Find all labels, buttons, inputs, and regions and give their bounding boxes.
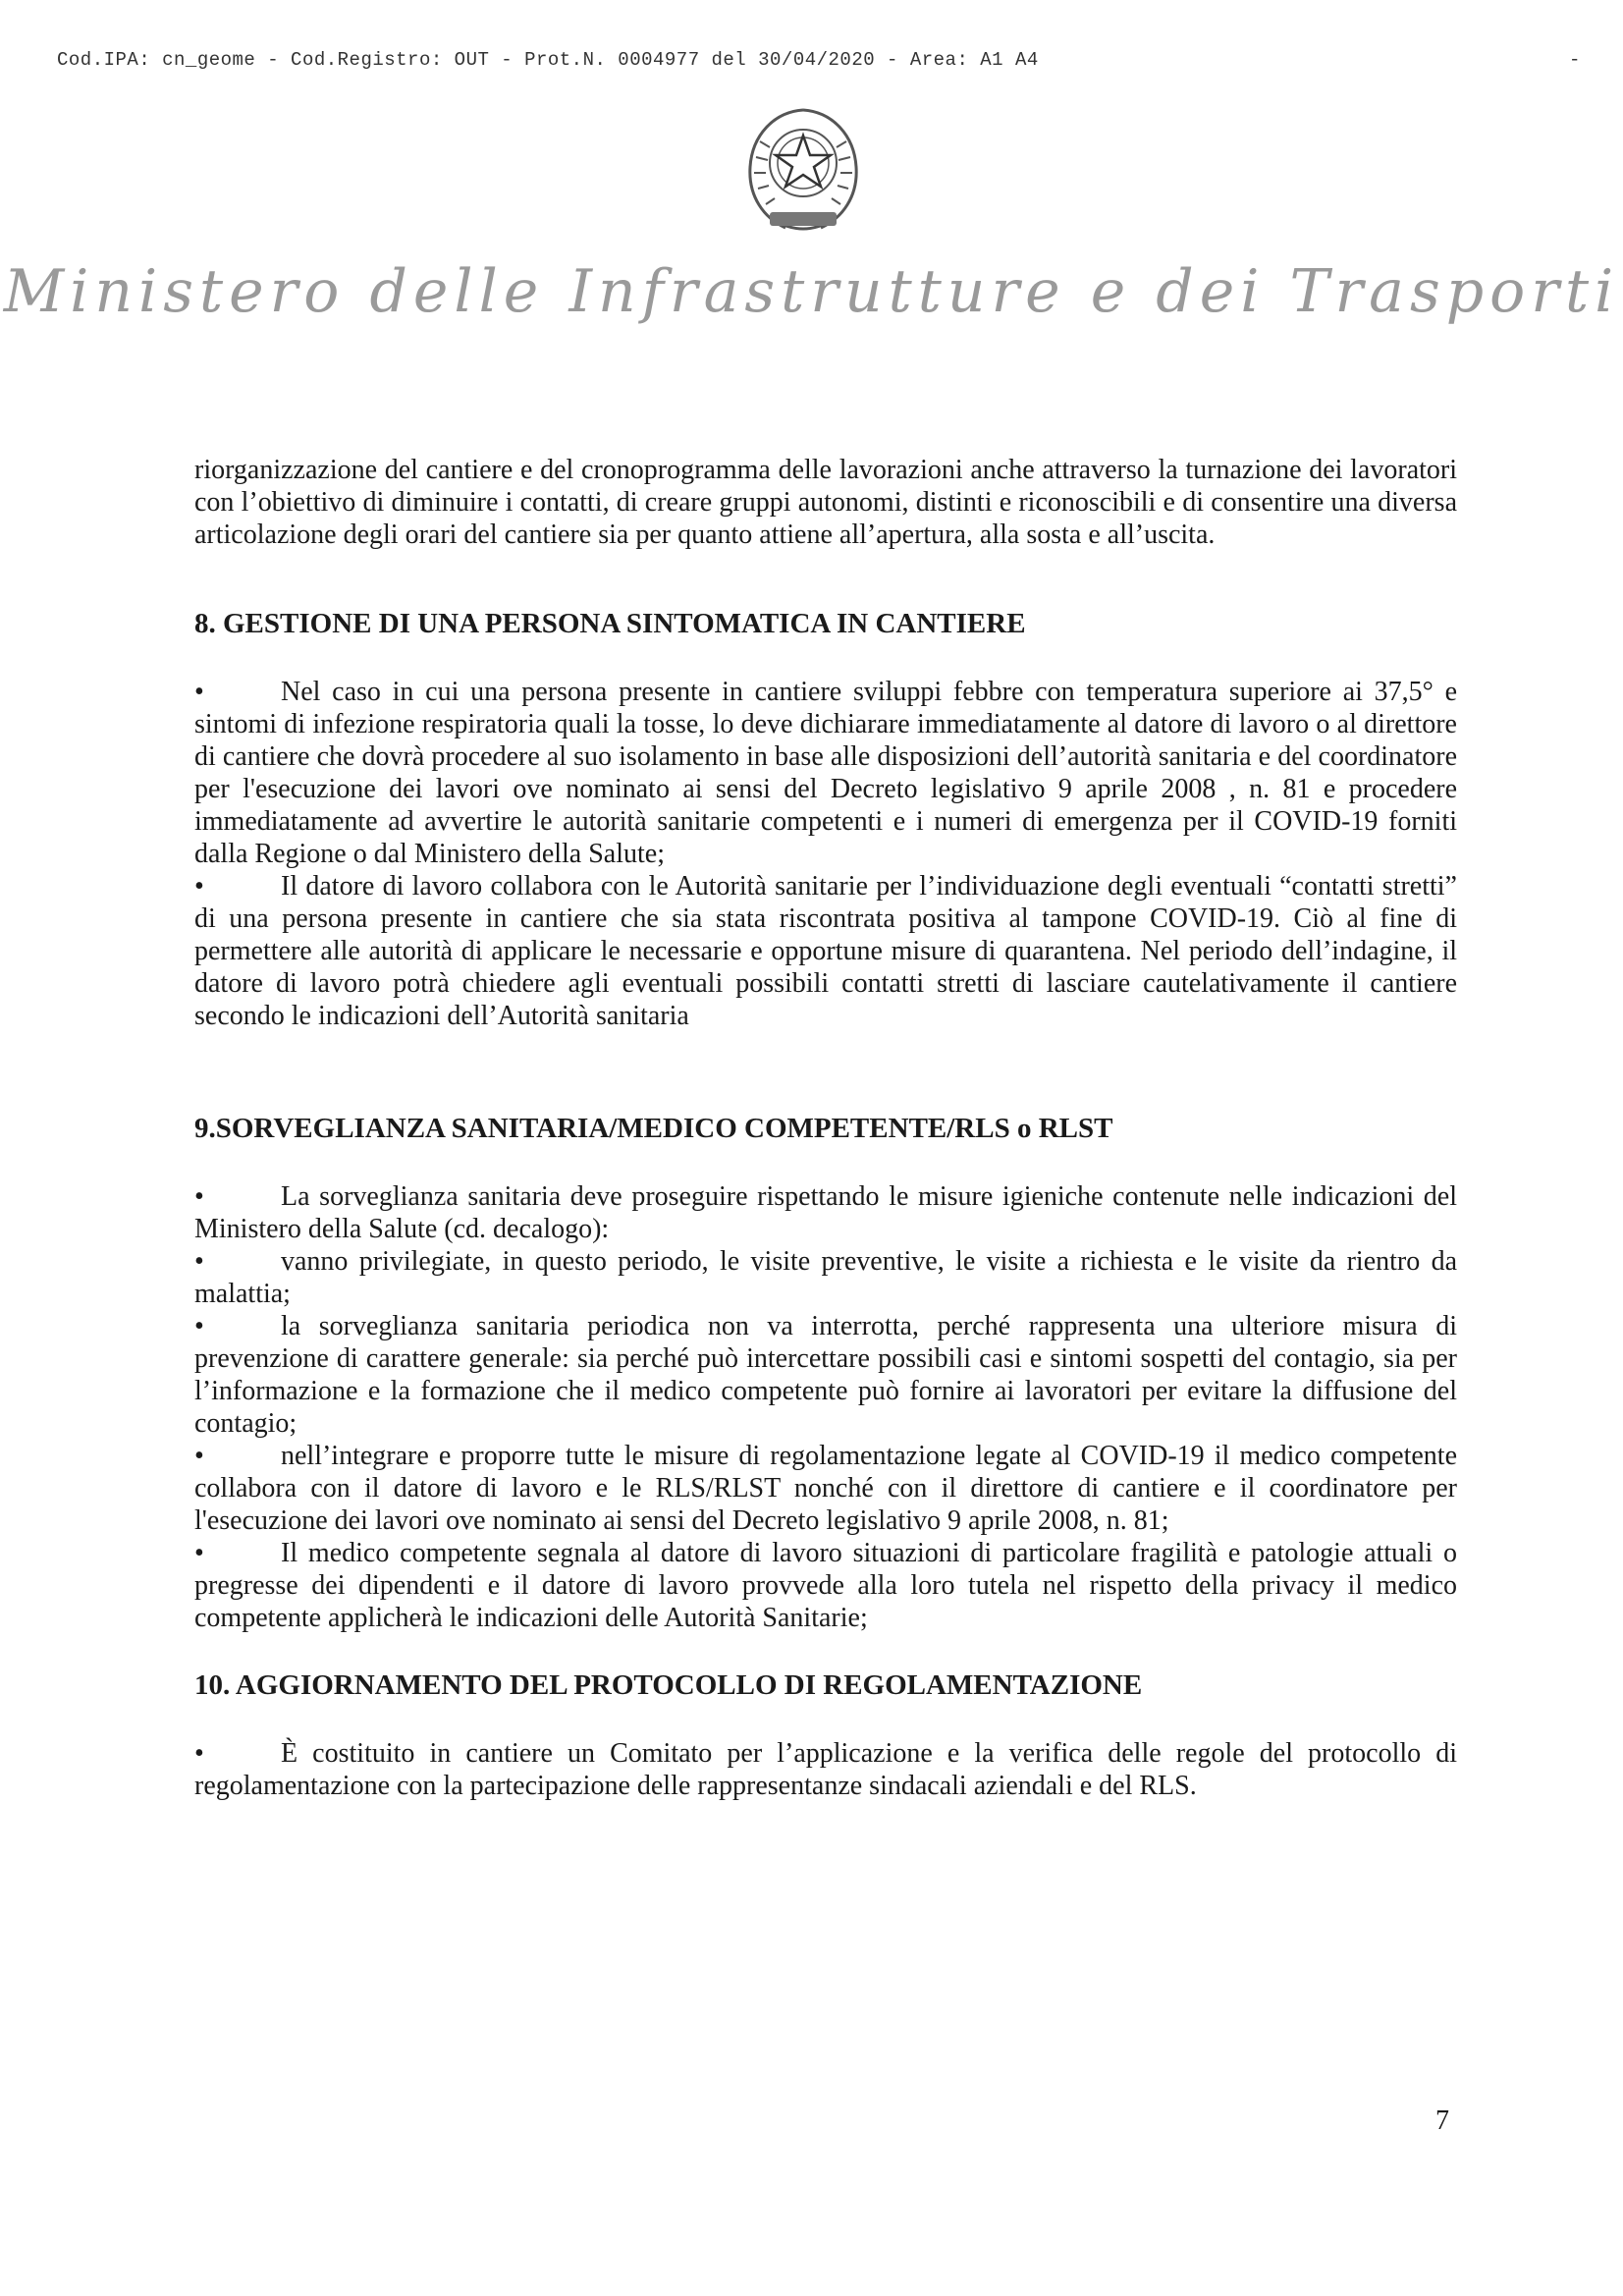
bullet-icon: • [194,871,204,902]
intro-paragraph: riorganizzazione del cantiere e del cronoprogramma delle lavorazioni anche attraverso la turnazione dei lavoratori con l’obiettivo di diminuire i contatti, di creare gruppi autonomi, distinti e riconoscibili e di consentire una diversa articolazione degli orari del cantiere sia per quanto attiene all’apertura, alla sosta e all’uscita. [194,455,1457,550]
page-number: 7 [1435,2105,1449,2136]
bullet-text: vanno privilegiate, in questo periodo, le visite preventive, le visite a richiesta e le visite da rientro da malattia; [194,1246,1457,1309]
bullet-text: La sorveglianza sanitaria deve proseguire rispettando le misure igieniche contenute nelle indicazioni del Ministero della Salute (cd. decalogo): [194,1181,1457,1244]
section-9-bullet-4 [194,1440,1457,1537]
section-9-bullet-1 [194,1180,1457,1245]
bullet-icon: • [194,677,204,707]
bullet-text: Il medico competente segnala al datore di lavoro situazioni di particolare fragilità e patologie attuali o pregresse dei dipendenti e il datore di lavoro provvede alla loro tutela nel rispetto della privacy il medico competente applicherà le indicazioni delle Autorità Sanitarie; [194,1538,1457,1633]
bullet-text: nell’integrare e proporre tutte le misure di regolamentazione legate al COVID-19 il medico competente collabora con il datore di lavoro e le RLS/RLST nonché con il direttore di cantiere e il coordinatore per l'esecuzione dei lavori ove nominato ai sensi del Decreto legislativo 9 aprile 2008, n. 81; [194,1441,1457,1536]
bullet-icon: • [194,1441,204,1471]
document-body [194,454,1457,1802]
section-10-heading: 10. AGGIORNAMENTO DEL PROTOCOLLO DI REGOLAMENTAZIONE [194,1669,1143,1701]
bullet-text: la sorveglianza sanitaria periodica non va interrotta, perché rappresenta una ulteriore misura di prevenzione di carattere generale: sia perché può intercettare possibili casi e sintomi sospetti del contagio, sia per l’informazione e la formazione che il medico competente può fornire ai lavoratori per evitare la diffusione del contagio; [194,1311,1457,1439]
section-9-bullet-5 [194,1537,1457,1634]
protocol-dash: - [1569,49,1581,71]
section-8-bullet-1 [194,676,1457,870]
bullet-text: Il datore di lavoro collabora con le Autorità sanitarie per l’individuazione degli eventuali “contatti stretti” di una persona presente in cantiere che sia stata riscontrata positiva al tampone COVID-19. Ciò al fine di permettere alle autorità di applicare le necessarie e opportune misure di quarantena. Nel periodo dell’indagine, il datore di lavoro potrà chiedere agli eventuali possibili contatti stretti di lasciare cautelativamente il cantiere secondo le indicazioni dell’Autorità sanitaria [194,871,1457,1031]
bullet-icon: • [194,1181,204,1212]
section-9-bullet-2 [194,1245,1457,1310]
section-8-bullet-2 [194,870,1457,1032]
bullet-icon: • [194,1246,204,1277]
section-10-bullet-1 [194,1737,1457,1802]
bullet-icon: • [194,1311,204,1341]
bullet-icon: • [194,1538,204,1568]
ministry-title: Ministero delle Infrastrutture e dei Trasporti [3,257,1620,326]
bullet-text: Nel caso in cui una persona presente in cantiere sviluppi febbre con temperatura superiore ai 37,5° e sintomi di infezione respiratoria quali la tosse, lo deve dichiarare immediatamente al datore di lavoro o al direttore di cantiere che dovrà procedere al suo isolamento in base alle disposizioni dell’autorità sanitaria e del coordinatore per l'esecuzione dei lavori ove nominato ai sensi del Decreto legislativo 9 aprile 2008 , n. 81 e procedere immediatamente ad avvertire le autorità sanitarie competenti e i numeri di emergenza per il COVID-19 forniti dalla Regione o dal Ministero della Salute; [194,677,1457,869]
bullet-icon: • [194,1738,204,1769]
italian-republic-emblem-icon [734,102,872,246]
protocol-header: Cod.IPA: cn_geome - Cod.Registro: OUT - Prot.N. 0004977 del 30/04/2020 - Area: A1 A4 [57,49,1039,71]
section-8-heading: 8. GESTIONE DI UNA PERSONA SINTOMATICA IN CANTIERE [194,608,1026,639]
section-9-bullet-3 [194,1310,1457,1440]
section-9-heading: 9.SORVEGLIANZA SANITARIA/MEDICO COMPETENTE/RLS o RLST [194,1113,1113,1144]
bullet-text: È costituito in cantiere un Comitato per l’applicazione e la verifica delle regole del protocollo di regolamentazione con la partecipazione delle rappresentanze sindacali aziendali e del RLS. [194,1738,1457,1801]
